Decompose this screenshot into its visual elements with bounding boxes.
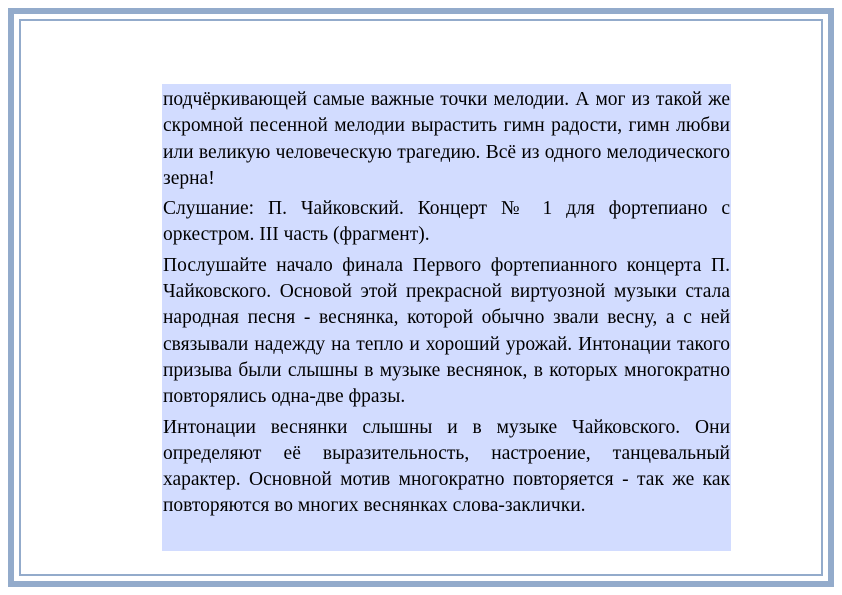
paragraph-listening: Слушание: П. Чайковский. Концерт № 1 для фортепиано с оркестром. III часть (фрагмент). [163,198,730,246]
paragraph-intonations: Интонации веснянки слышны и в музыке Чайковского. Они определяют её выразительность, настроение, танцевальный характер. Основной мотив многократно повторяется - так же как повторяются во многих веснянках слова-заклички. [163,416,730,517]
paragraph-melody: подчёркивающей самые важные точки мелодии. А мог из такой же скромной песенной мелодии вырастить гимн радости, гимн любви или великую человеческую трагедию. Всё из одного мелодического зерна! [163,89,730,189]
text-block [162,84,731,551]
paragraph-finale: Послушайте начало финала Первого фортепианного концерта П. Чайковского. Основой этой прекрасной виртуозной музыки стала народная песня - веснянка, которой обычно звали весну, а с ней связывали надежду на тепло и хороший урожай. Интонации такого призыва были слышны в музыке веснянок, в которых многократно повторялись одна-две фразы. [163,254,730,408]
